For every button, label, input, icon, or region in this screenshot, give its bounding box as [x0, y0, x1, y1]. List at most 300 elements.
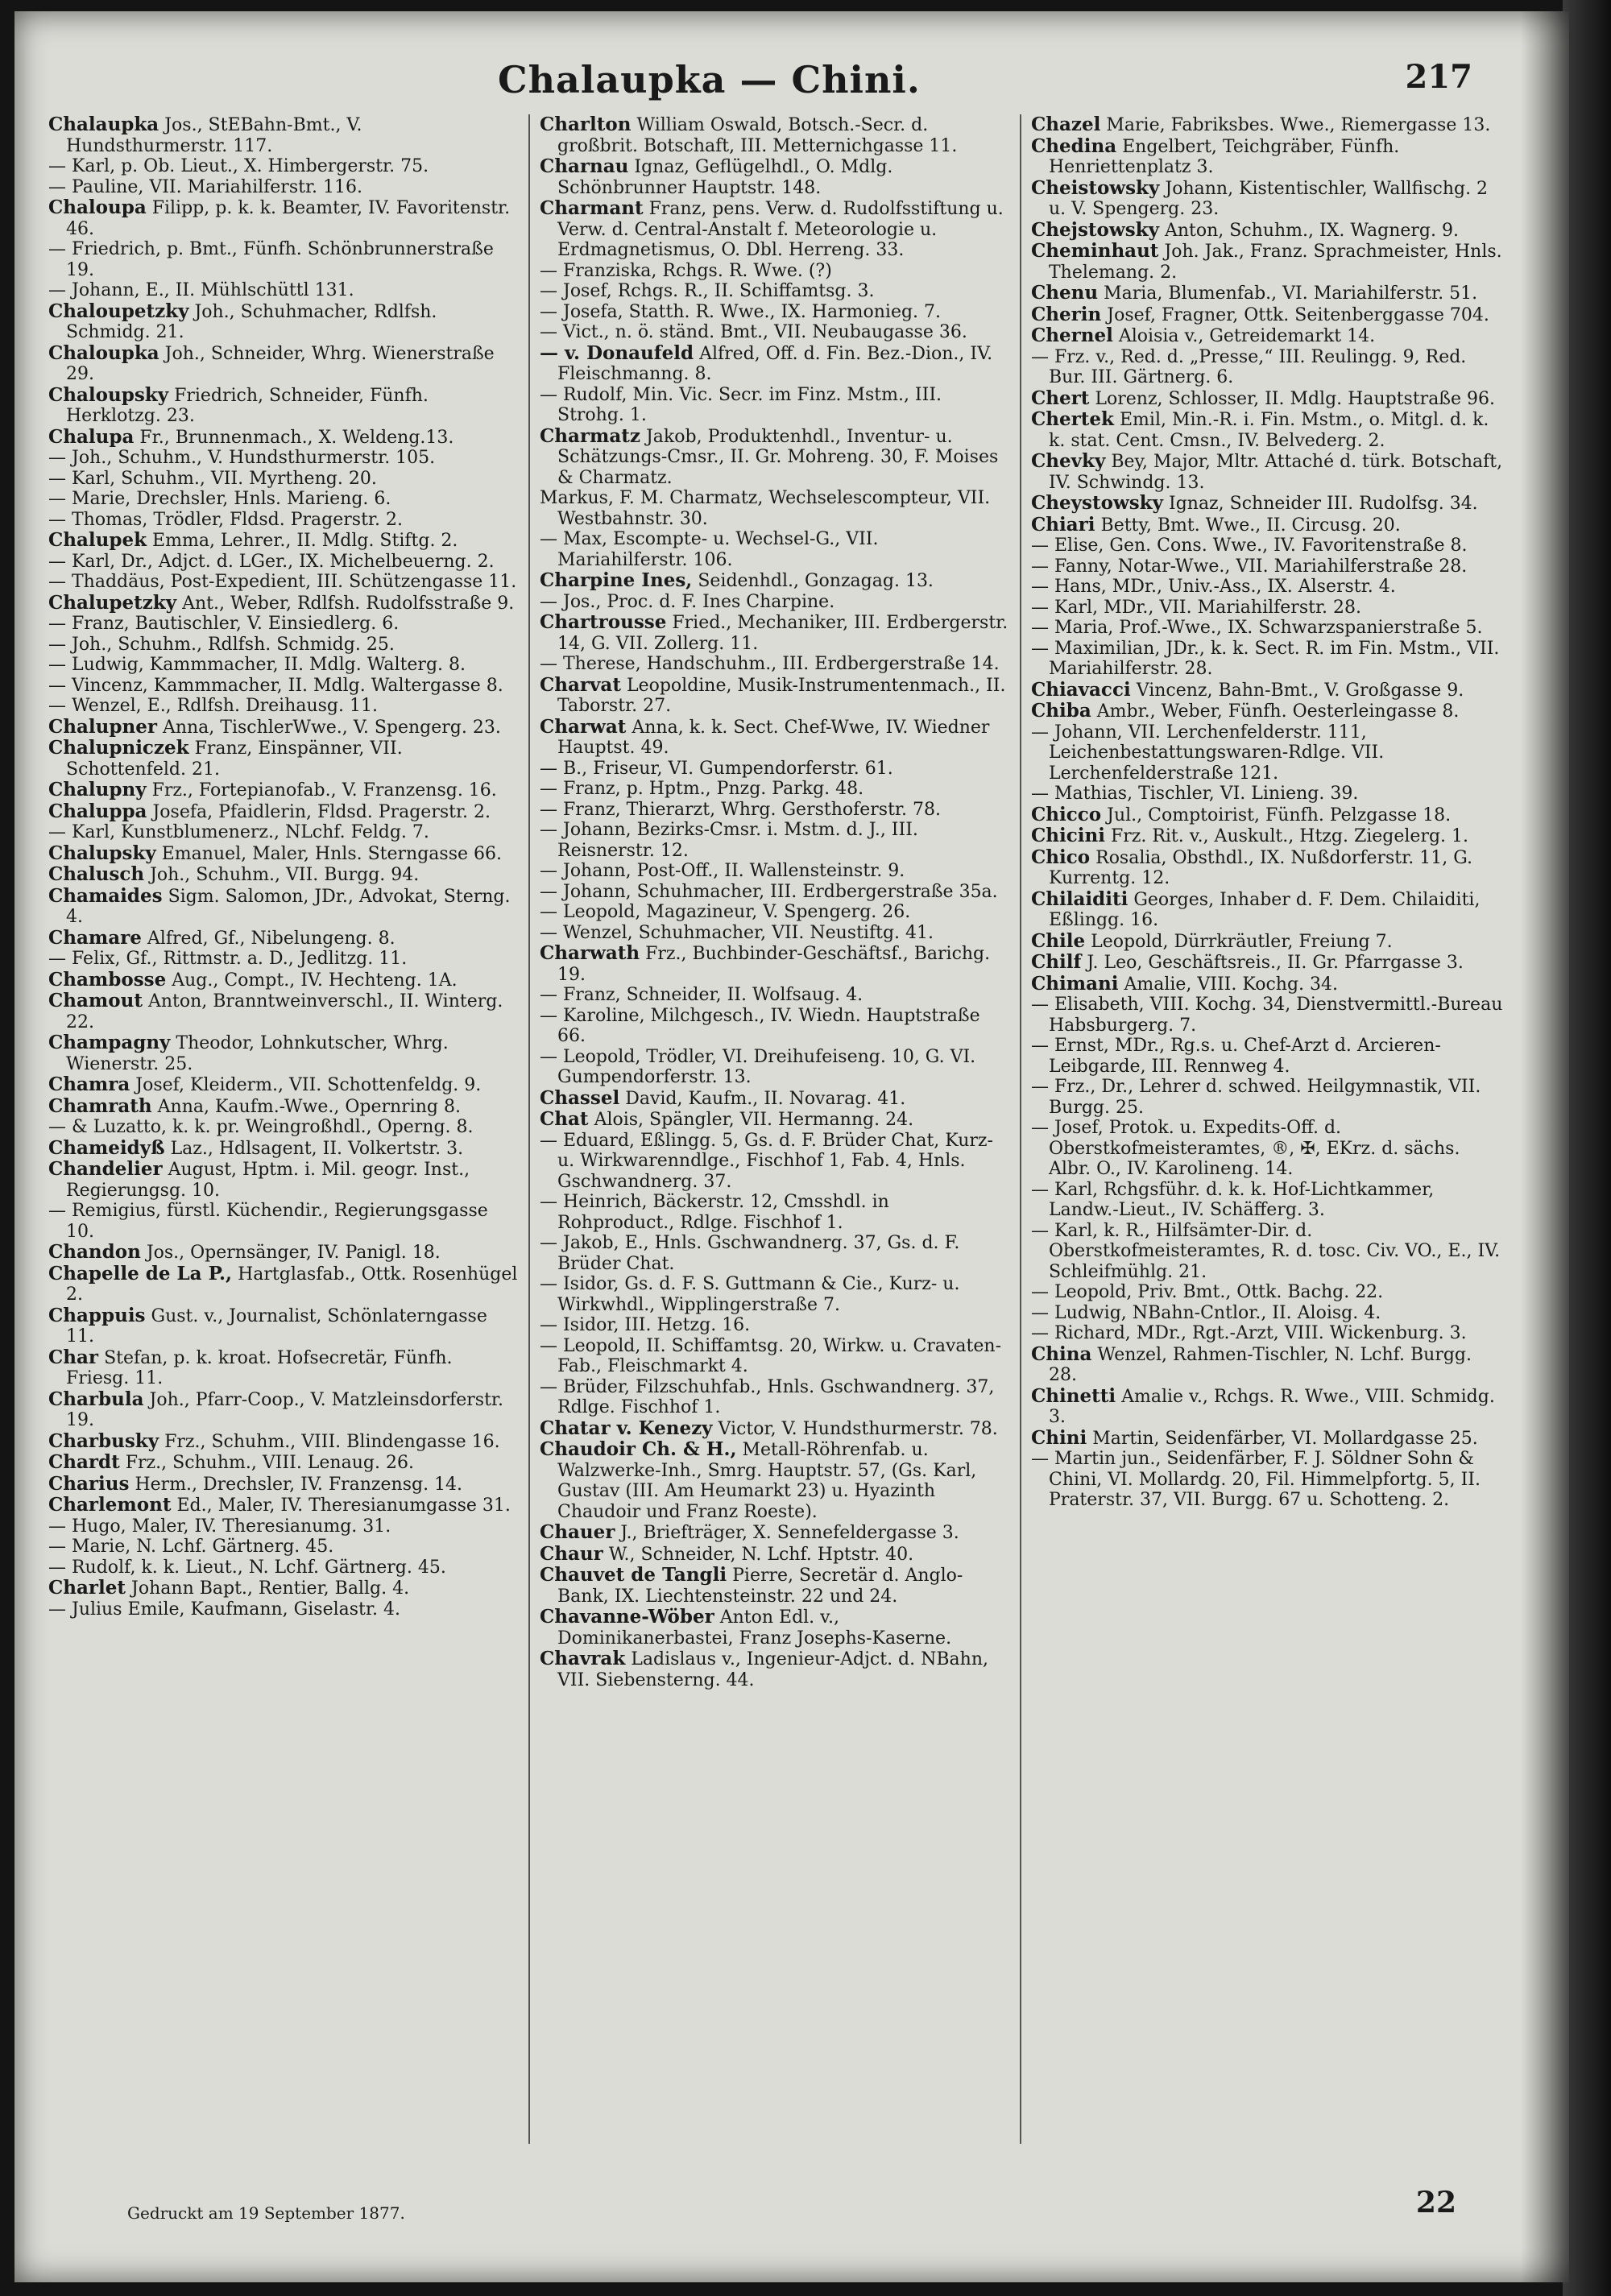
entry-details: J. Leo, Geschäftsreis., II. Gr. Pfarrgasse 3.	[1087, 953, 1464, 973]
entry-details: — Friedrich, p. Bmt., Fünfh. Schönbrunnerstraße 19.	[48, 239, 494, 280]
entry-details: Theodor, Lohnkutscher, Whrg. Wienerstr. 25.	[66, 1033, 449, 1074]
directory-entry	[540, 529, 1010, 570]
entry-details: Maria, Blumenfab., VI. Mariahilferstr. 51.	[1104, 283, 1478, 304]
directory-entry	[540, 882, 1010, 903]
entry-surname: Charbula	[48, 1388, 144, 1410]
entry-surname: Chauvet de Tangli	[540, 1564, 727, 1586]
entry-details: Frz., Schuhm., VIII. Blindengasse 16.	[164, 1431, 500, 1452]
entry-details: — Thomas, Trödler, Fldsd. Pragerstr. 2.	[48, 509, 403, 530]
directory-entry	[48, 614, 519, 635]
directory-entry	[48, 1347, 519, 1389]
directory-entry	[48, 1558, 519, 1578]
directory-entry	[48, 864, 519, 886]
entry-details: — Karoline, Milchgesch., IV. Wiedn. Hauptstraße 66.	[540, 1005, 980, 1046]
entry-details: — Karl, MDr., VII. Mariahilferstr. 28.	[1031, 597, 1362, 618]
directory-entry	[48, 1032, 519, 1074]
directory-entry	[540, 1418, 1010, 1440]
directory-entry	[48, 1242, 519, 1264]
entry-details: Joh. Jak., Franz. Sprachmeister, Hnls. Thelemang. 2.	[1049, 242, 1502, 283]
entry-details: Laz., Hdlsagent, II. Volkertstr. 3.	[170, 1138, 464, 1159]
entry-surname: Chilaiditi	[1031, 887, 1129, 910]
entry-details: — Franz, Bautischler, V. Einsiedlerg. 6.	[48, 614, 400, 634]
column-middle	[530, 114, 1021, 2144]
directory-entry	[540, 1006, 1010, 1047]
directory-entry	[48, 572, 519, 593]
entry-details: Aloisia v., Getreidemarkt 14.	[1118, 326, 1376, 346]
entry-details: Ignaz, Schneider III. Rudolfsg. 34.	[1169, 494, 1478, 514]
entry-surname: Chat	[540, 1108, 589, 1130]
entry-surname: Cheminhaut	[1031, 240, 1159, 262]
entry-details: — Mathias, Tischler, VI. Linieng. 39.	[1031, 784, 1359, 804]
entry-details: — Maximilian, JDr., k. k. Sect. R. im Fin. Mstm., VII. Mariahilferstr. 28.	[1031, 638, 1500, 679]
entry-surname: Chicco	[1031, 803, 1102, 825]
entry-details: Frz. Rit. v., Auskult., Htzg. Ziegelerg. 1.	[1110, 826, 1469, 846]
entry-details: Hartglasfab., Ottk. Rosenhügel 2.	[66, 1264, 518, 1305]
directory-entry	[1031, 931, 1503, 953]
directory-entry	[1031, 515, 1503, 536]
directory-entry	[48, 655, 519, 676]
entry-surname: Chalupny	[48, 779, 147, 800]
entry-details: — Josef, Protok. u. Expedits-Off. d. Oberstkofmeisteramtes, ®, ✠, EKrz. d. sächs. Albr. O., IV. Karolineng. 14.	[1031, 1118, 1460, 1179]
entry-details: Frz., Fortepianofab., V. Franzensg. 16.	[151, 780, 497, 800]
entry-surname: Charlton	[540, 114, 632, 135]
directory-entry	[48, 1074, 519, 1096]
directory-entry	[48, 239, 519, 280]
entry-details: Emanuel, Maler, Hnls. Sterngasse 66.	[161, 843, 502, 864]
directory-entry	[1031, 1221, 1503, 1283]
entry-surname: Chalupetzky	[48, 591, 177, 614]
entry-details: Frz., Schuhm., VIII. Lenaug. 26.	[125, 1453, 414, 1473]
entry-surname: Charpine Ines,	[540, 569, 693, 591]
entry-details: — Wenzel, E., Rdlfsh. Dreihausg. 11.	[48, 696, 378, 716]
entry-details: — Rudolf, Min. Vic. Secr. im Finz. Mstm., III. Strohg. 1.	[540, 384, 942, 425]
entry-details: Frz., Buchbinder-Geschäftsf., Barichg. 19.	[557, 944, 991, 985]
directory-entry	[48, 886, 519, 928]
entry-details: Wenzel, Rahmen-Tischler, N. Lchf. Burgg. 28.	[1049, 1344, 1472, 1385]
entry-surname: Chatar v. Kenezy	[540, 1417, 713, 1439]
entry-surname: Chamaides	[48, 884, 163, 907]
directory-entry	[540, 1544, 1010, 1566]
directory-entry	[48, 469, 519, 490]
directory-entry	[540, 281, 1010, 302]
entry-details: Amalie v., Rchgs. R. Wwe., VIII. Schmidg. 3.	[1049, 1386, 1495, 1427]
entry-surname: Chiavacci	[1031, 678, 1131, 701]
directory-entry	[1031, 577, 1503, 598]
entry-details: Gust. v., Journalist, Schönlaterngasse 11.	[66, 1305, 487, 1347]
directory-entry	[1031, 451, 1503, 493]
entry-details: Ambr., Weber, Fünfh. Oesterleingasse 8.	[1096, 701, 1460, 722]
entry-details: Ignaz, Geflügelhdl., O. Mdlg. Schönbrunner Hauptstr. 148.	[557, 157, 893, 198]
entry-surname: Charwath	[540, 942, 640, 964]
entry-details: — Hugo, Maler, IV. Theresianumg. 31.	[48, 1516, 391, 1537]
directory-entry	[1031, 220, 1503, 242]
directory-entry	[1031, 680, 1503, 701]
entry-surname: Chalupner	[48, 715, 157, 738]
entry-details: — Leopold, Priv. Bmt., Ottk. Bachg. 22.	[1031, 1282, 1384, 1302]
directory-entry	[1031, 825, 1503, 847]
directory-entry	[540, 612, 1010, 654]
directory-entry	[48, 552, 519, 573]
directory-entry	[1031, 1303, 1503, 1324]
entry-surname: Charvat	[540, 673, 621, 696]
directory-entry	[48, 301, 519, 343]
directory-entry	[540, 198, 1010, 261]
entry-surname: Chile	[1031, 929, 1086, 952]
entry-surname: Chiba	[1031, 700, 1091, 722]
entry-details: Josef, Fragner, Ottk. Seitenberggasse 704.	[1107, 304, 1489, 325]
directory-entry	[48, 1096, 519, 1118]
entry-surname: Charlet	[48, 1577, 126, 1599]
directory-entry	[540, 779, 1010, 800]
entry-surname: Charius	[48, 1472, 130, 1495]
directory-entry	[48, 427, 519, 449]
directory-entry	[48, 928, 519, 949]
entry-details: Jos., StEBahn-Bmt., V. Hundsthurmerstr. 117.	[66, 115, 362, 156]
entry-details: August, Hptm. i. Mil. geogr. Inst., Regierungsg. 10.	[66, 1160, 470, 1201]
entry-details: Alois, Spängler, VII. Hermanng. 24.	[594, 1110, 914, 1130]
directory-entry	[540, 570, 1010, 592]
directory-entry	[48, 949, 519, 970]
entry-details: Leopoldine, Musik-Instrumentenmach., II. Taborstr. 27.	[557, 675, 1006, 716]
entry-details: Anton Edl. v., Dominikanerbastei, Franz Josephs-Kaserne.	[557, 1607, 952, 1649]
entry-surname: Chevky	[1031, 450, 1106, 472]
entry-details: — Marie, Drechsler, Hnls. Marieng. 6.	[48, 489, 391, 509]
entry-details: — Franz, p. Hptm., Pnzg. Parkg. 48.	[540, 779, 864, 799]
entry-details: — Remigius, fürstl. Küchendir., Regierungsgasse 10.	[48, 1201, 488, 1242]
directory-entry	[1031, 889, 1503, 931]
entry-details: — Isidor, Gs. d. F. S. Guttmann & Cie., Kurz- u. Wirkwhdl., Wipplingerstraße 7.	[540, 1274, 960, 1315]
directory-entry	[540, 717, 1010, 759]
entry-surname: Chimani	[1031, 972, 1119, 995]
entry-details: — Marie, N. Lchf. Gärtnerg. 45.	[48, 1537, 334, 1557]
entry-details: — B., Friseur, VI. Gumpendorferstr. 61.	[540, 758, 893, 779]
entry-details: Jakob, Produktenhdl., Inventur- u. Schätzungs-Cmsr., II. Gr. Mohreng. 30, F. Moises & Charmatz.	[557, 426, 999, 488]
entry-details: Martin, Seidenfärber, VI. Mollardgasse 25.	[1092, 1428, 1478, 1449]
directory-entry	[1031, 1118, 1503, 1180]
directory-entry	[540, 1274, 1010, 1315]
directory-entry	[540, 800, 1010, 821]
directory-entry	[1031, 556, 1503, 577]
entry-details: Johann, Kistentischler, Wallfischg. 2 u. V. Spengerg. 23.	[1049, 178, 1489, 219]
directory-entry	[1031, 995, 1503, 1036]
entry-surname: Chedina	[1031, 134, 1117, 157]
directory-entry	[1031, 784, 1503, 805]
entry-details: — Karl, Schuhm., VII. Myrtheng. 20.	[48, 468, 377, 489]
entry-details: Seidenhdl., Gonzagag. 13.	[698, 571, 934, 591]
entry-details: Anton, Branntweinverschl., II. Winterg. 22.	[66, 991, 503, 1032]
entry-details: — Franz, Schneider, II. Wolfsaug. 4.	[540, 985, 863, 1005]
directory-entry	[1031, 1428, 1503, 1450]
directory-entry	[48, 1516, 519, 1537]
entry-details: — Karl, Rchgsführ. d. k. k. Hof-Lichtkammer, Landw.-Lieut., IV. Schäfferg. 3.	[1031, 1179, 1435, 1220]
page-title: Chalaupka — Chini.	[498, 58, 921, 101]
entry-details: Anna, k. k. Sect. Chef-Wwe, IV. Wiedner Hauptst. 49.	[557, 717, 990, 758]
directory-entry	[1031, 1180, 1503, 1221]
entry-surname: Champagny	[48, 1032, 171, 1053]
directory-entry	[48, 801, 519, 823]
entry-details: — Jos., Proc. d. F. Ines Charpine.	[540, 591, 835, 612]
directory-entry	[1031, 136, 1503, 178]
entry-details: — Franziska, Rchgs. R. Wwe. (?)	[540, 260, 832, 281]
directory-entry	[540, 1088, 1010, 1110]
directory-entry	[1031, 388, 1503, 410]
directory-entry	[540, 1522, 1010, 1544]
directory-entry	[1031, 1036, 1503, 1077]
entry-surname: Chico	[1031, 846, 1091, 868]
entry-details: Vincenz, Bahn-Bmt., V. Großgasse 9.	[1136, 680, 1464, 701]
directory-entry	[1031, 639, 1503, 680]
entry-surname: Chalaupka	[48, 114, 159, 135]
entry-surname: Chertek	[1031, 408, 1114, 430]
directory-entry	[48, 1578, 519, 1599]
entry-details: Betty, Bmt. Wwe., II. Circusg. 20.	[1100, 515, 1401, 536]
entry-details: Joh., Schuhm., VII. Burgg. 94.	[150, 865, 420, 885]
entry-details: — Ludwig, NBahn-Cntlor., II. Aloisg. 4.	[1031, 1302, 1381, 1323]
entry-details: Joh., Pfarr-Coop., V. Matzleinsdorferstr. 19.	[66, 1389, 504, 1430]
entry-surname: Chaloupetzky	[48, 300, 189, 322]
entry-surname: Charmatz	[540, 424, 640, 447]
directory-entry	[540, 902, 1010, 923]
entry-details: J., Briefträger, X. Sennefeldergasse 3.	[620, 1523, 959, 1543]
entry-details: Marie, Fabriksbes. Wwe., Riemergasse 13.	[1106, 115, 1491, 135]
entry-details: — Josef, Rchgs. R., II. Schiffamtsg. 3.	[540, 281, 875, 301]
entry-surname: Chiari	[1031, 513, 1095, 536]
directory-entry	[1031, 722, 1503, 784]
entry-details: — Karl, Dr., Adjct. d. LGer., IX. Michelbeuerng. 2.	[48, 551, 495, 572]
directory-entry	[540, 1439, 1010, 1522]
directory-entry	[1031, 974, 1503, 995]
entry-details: — Leopold, Magazineur, V. Spengerg. 26.	[540, 902, 911, 922]
entry-details: — Karl, p. Ob. Lieut., X. Himbergerstr. 75.	[48, 156, 429, 176]
entry-details: Amalie, VIII. Kochg. 34.	[1124, 974, 1338, 995]
directory-entry	[1031, 1077, 1503, 1118]
entry-details: — Johann, VII. Lerchenfelderstr. 111, Leichenbestattungswaren-Rdlge. VII. Lerchenfelderstraße 121.	[1031, 722, 1385, 784]
entry-surname: Chenu	[1031, 282, 1099, 304]
directory-entry	[48, 1159, 519, 1201]
entry-details: Jul., Comptoirist, Fünfh. Pelzgasse 18.	[1107, 805, 1452, 825]
entry-details: — Johann, E., II. Mühlschüttl 131.	[48, 280, 354, 300]
directory-entry	[1031, 1344, 1503, 1386]
entry-surname: Chejstowsky	[1031, 218, 1159, 241]
entry-details: Fr., Brunnenmach., X. Weldeng.13.	[139, 427, 454, 448]
entry-details: Joh., Schuhmacher, Rdlfsh. Schmidg. 21.	[66, 301, 437, 342]
entry-details: — Martin jun., Seidenfärber, F. J. Söldner Sohn & Chini, VI. Mollardg. 20, Fil. Himmelpfortg. 5, II. Praterstr. 37, VII. Burgg. 67 u. Schotteng. 2.	[1031, 1449, 1481, 1510]
directory-entry	[48, 1138, 519, 1160]
directory-entry	[1031, 114, 1503, 136]
entry-details: — Jakob, E., Hnls. Gschwandnerg. 37, Gs. d. F. Brüder Chat.	[540, 1233, 960, 1274]
entry-details: — Josefa, Statth. R. Wwe., IX. Harmonieg. 7.	[540, 301, 942, 322]
directory-entry	[48, 991, 519, 1032]
directory-entry	[48, 1117, 519, 1138]
entry-surname: China	[1031, 1342, 1092, 1365]
directory-entry	[48, 1537, 519, 1558]
entry-surname: Charlemont	[48, 1494, 172, 1516]
directory-entry	[48, 1431, 519, 1453]
entry-details: — Felix, Gf., Rittmstr. a. D., Jedlitzg. 11.	[48, 949, 408, 969]
entry-details: Anna, TischlerWwe., V. Spengerg. 23.	[162, 717, 501, 738]
entry-details: Emma, Lehrer., II. Mdlg. Stiftg. 2.	[152, 531, 458, 551]
entry-surname: Chamare	[48, 926, 142, 949]
directory-entry	[540, 985, 1010, 1006]
entry-details: — Ludwig, Kammmacher, II. Mdlg. Walterg. 8.	[48, 655, 466, 675]
entry-details: — & Luzatto, k. k. pr. Weingroßhdl., Operng. 8.	[48, 1117, 474, 1137]
directory-entry	[540, 385, 1010, 426]
entry-surname: Chandon	[48, 1241, 141, 1263]
entry-details: — Johann, Bezirks-Cmsr. i. Mstm. d. J., III. Reisnerstr. 12.	[540, 820, 918, 861]
entry-details: Ed., Maler, IV. Theresianumgasse 31.	[176, 1496, 511, 1516]
directory-entry	[1031, 701, 1503, 722]
entry-details: Pierre, Secretär d. Anglo-Bank, IX. Liechtensteinstr. 22 und 24.	[557, 1566, 963, 1607]
directory-entry	[48, 280, 519, 301]
directory-entry	[540, 1565, 1010, 1607]
entry-details: Joh., Schneider, Whrg. Wienerstraße 29.	[66, 343, 495, 384]
entry-details: — Rudolf, k. k. Lieut., N. Lchf. Gärtnerg. 45.	[48, 1557, 446, 1578]
entry-details: — Therese, Handschuhm., III. Erdbergerstraße 14.	[540, 654, 1000, 674]
directory-entry	[540, 1131, 1010, 1193]
entry-details: — Max, Escompte- u. Wechsel-G., VII. Mariahilferstr. 106.	[540, 529, 879, 570]
entry-surname: Chicini	[1031, 825, 1105, 846]
entry-details: — Karl, k. R., Hilfsämter-Dir. d. Oberstkofmeisteramtes, R. d. tosc. Civ. VO., E., IV. Schleifmühlg. 21.	[1031, 1220, 1501, 1282]
entry-details: — Joh., Schuhm., Rdlfsh. Schmidg. 25.	[48, 634, 395, 655]
directory-entry	[48, 448, 519, 469]
entry-details: — Ernst, MDr., Rg.s. u. Chef-Arzt d. Arcieren-Leibgarde, III. Rennweg 4.	[1031, 1036, 1441, 1077]
entry-surname: Chaloupka	[48, 341, 159, 364]
directory-entry	[1031, 805, 1503, 826]
entry-details: — Richard, MDr., Rgt.-Arzt, VIII. Wickenburg. 3.	[1031, 1323, 1467, 1343]
directory-entry	[540, 1377, 1010, 1418]
directory-entry	[48, 1495, 519, 1516]
directory-entry	[540, 322, 1010, 343]
entry-details: Engelbert, Teichgräber, Fünfh. Henriettenplatz 3.	[1049, 136, 1400, 177]
entry-details: Anton, Schuhm., IX. Wagnerg. 9.	[1164, 220, 1459, 241]
entry-details: Ladislaus v., Ingenieur-Adjct. d. NBahn, VII. Siebensterng. 44.	[557, 1649, 988, 1690]
directory-entry	[540, 1047, 1010, 1088]
directory-entry	[1031, 409, 1503, 451]
directory-entry	[48, 1599, 519, 1620]
entry-details: — Vict., n. ö. ständ. Bmt., VII. Neubaugasse 36.	[540, 322, 967, 342]
directory-entry	[540, 1109, 1010, 1131]
entry-details: Herm., Drechsler, IV. Franzensg. 14.	[135, 1474, 463, 1495]
directory-entry	[540, 156, 1010, 198]
entry-details: Josef, Kleiderm., VII. Schottenfeldg. 9.	[135, 1075, 482, 1095]
entry-details: Franz, pens. Verw. d. Rudolfsstiftung u. Verw. d. Central-Anstalt f. Meteorologie u. Erdmagnetismus, O. Dbl. Herreng. 33.	[557, 199, 1004, 260]
entry-surname: Charwat	[540, 715, 627, 738]
entry-surname: Chazel	[1031, 114, 1101, 135]
directory-entry	[1031, 283, 1503, 304]
entry-surname: Chamra	[48, 1074, 130, 1095]
directory-entry	[48, 530, 519, 552]
directory-entry	[540, 820, 1010, 861]
entry-surname: Charbusky	[48, 1429, 159, 1452]
directory-entry	[48, 1389, 519, 1431]
entry-details: Leopold, Dürrkräutler, Freiung 7.	[1091, 931, 1393, 952]
entry-details: Alfred, Off. d. Fin. Bez.-Dion., IV. Fleischmanng. 8.	[557, 343, 993, 384]
directory-entry	[48, 197, 519, 239]
entry-details: Lorenz, Schlosser, II. Mdlg. Hauptstraße 96.	[1095, 388, 1496, 409]
directory-entry	[48, 156, 519, 177]
entry-details: — Karl, Kunstblumenerz., NLchf. Feldg. 7.	[48, 822, 429, 842]
entry-details: — Vincenz, Kammmacher, II. Mdlg. Waltergasse 8.	[48, 675, 503, 696]
directory-entry	[1031, 847, 1503, 889]
directory-entry	[540, 1607, 1010, 1649]
entry-details: Markus, F. M. Charmatz, Wechselescompteur, VII. Westbahnstr. 30.	[540, 488, 991, 529]
entry-details: Stefan, p. k. kroat. Hofsecretär, Fünfh. Friesg. 11.	[66, 1347, 453, 1388]
directory-entry	[1031, 241, 1503, 283]
directory-entry	[540, 426, 1010, 489]
entry-surname: Chamout	[48, 990, 143, 1011]
directory-entry	[540, 261, 1010, 282]
directory-entry	[540, 943, 1010, 985]
directory-entry	[1031, 493, 1503, 515]
directory-entry	[48, 780, 519, 801]
directory-entry	[48, 1452, 519, 1474]
directory-entry	[48, 822, 519, 843]
entry-details: — Johann, Schuhmacher, III. Erdbergerstraße 35a.	[540, 881, 998, 902]
directory-entry	[540, 592, 1010, 613]
directory-entry	[1031, 536, 1503, 556]
book-edge	[1563, 0, 1611, 2296]
entry-surname: Chameidyß	[48, 1136, 165, 1159]
directory-entry	[48, 696, 519, 717]
directory-entry	[540, 759, 1010, 780]
entry-details: Metall-Röhrenfab. u. Walzwerke-Inh., Smrg. Hauptstr. 57, (Gs. Karl, Gustav (III. Am Heumarkt 23) u. Hyazinth Chaudoir und Franz Roeste).	[557, 1440, 977, 1522]
directory-entry	[48, 343, 519, 385]
entry-surname: Chernel	[1031, 325, 1113, 346]
entry-surname: Cherin	[1031, 303, 1102, 325]
entry-details: Johann Bapt., Rentier, Ballg. 4.	[131, 1578, 410, 1599]
entry-details: — Elisabeth, VIII. Kochg. 34, Dienstvermittl.-Bureau Habsburgerg. 7.	[1031, 995, 1503, 1036]
entry-surname: Chalupek	[48, 529, 147, 551]
entry-surname: Chini	[1031, 1426, 1087, 1449]
entry-details: — Thaddäus, Post-Expedient, III. Schützengasse 11.	[48, 572, 517, 592]
entry-surname: Charmant	[540, 197, 644, 219]
entry-details: — Wenzel, Schuhmacher, VII. Neustiftg. 41.	[540, 922, 934, 943]
directory-entry	[540, 1315, 1010, 1336]
print-date-note: Gedruckt am 19 September 1877.	[127, 2203, 405, 2223]
entry-details: Rosalia, Obsthdl., IX. Nußdorferstr. 11, G. Kurrentg. 12.	[1049, 847, 1472, 888]
entry-details: Ant., Weber, Rdlfsh. Rudolfsstraße 9.	[182, 593, 515, 614]
directory-entry	[48, 970, 519, 991]
entry-details: — Isidor, III. Hetzg. 16.	[540, 1315, 751, 1335]
directory-entry	[540, 343, 1010, 385]
directory-entry	[48, 1305, 519, 1347]
entry-surname: Chambosse	[48, 968, 167, 991]
directory-entry	[48, 114, 519, 156]
directory-entry	[48, 717, 519, 738]
entry-details: Alfred, Gf., Nibelungeng. 8.	[147, 928, 396, 949]
entry-details: — Johann, Post-Off., II. Wallensteinstr. 9.	[540, 861, 905, 881]
entry-details: Anna, Kaufm.-Wwe., Opernring 8.	[157, 1096, 461, 1117]
directory-entry	[48, 510, 519, 531]
entry-details: — Maria, Prof.-Wwe., IX. Schwarzspanierstraße 5.	[1031, 618, 1483, 638]
entry-details: Jos., Opernsänger, IV. Panigl. 18.	[146, 1243, 441, 1263]
entry-details: David, Kaufm., II. Novarag. 41.	[625, 1088, 906, 1109]
directory-entry	[48, 1264, 519, 1305]
entry-details: — Eduard, Eßlingg. 5, Gs. d. F. Brüder Chat, Kurz- u. Wirkwarenndlge., Fischhof 1, Fab. 4, Hnls. Gschwandnerg. 37.	[540, 1130, 993, 1192]
entry-details: Sigm. Salomon, JDr., Advokat, Sterng. 4.	[66, 886, 511, 927]
entry-surname: Chinetti	[1031, 1384, 1116, 1407]
entry-surname: Chalupa	[48, 425, 135, 448]
entry-surname: Chardt	[48, 1451, 120, 1473]
entry-details: William Oswald, Botsch.-Secr. d. großbrit. Botschaft, III. Metternichgasse 11.	[557, 115, 958, 156]
directory-entry	[48, 489, 519, 510]
entry-details: — Frz., Dr., Lehrer d. schwed. Heilgymnastik, VII. Burgg. 25.	[1031, 1077, 1481, 1118]
entry-details: Victor, V. Hundsthurmerstr. 78.	[718, 1418, 998, 1439]
entry-surname: Chandelier	[48, 1158, 163, 1180]
entry-details: — Frz. v., Red. d. „Presse,“ III. Reulingg. 9, Red. Bur. III. Gärtnerg. 6.	[1031, 346, 1467, 387]
entry-details: — Hans, MDr., Univ.-Ass., IX. Alserstr. 4.	[1031, 577, 1396, 597]
entry-surname: Charnau	[540, 155, 629, 177]
